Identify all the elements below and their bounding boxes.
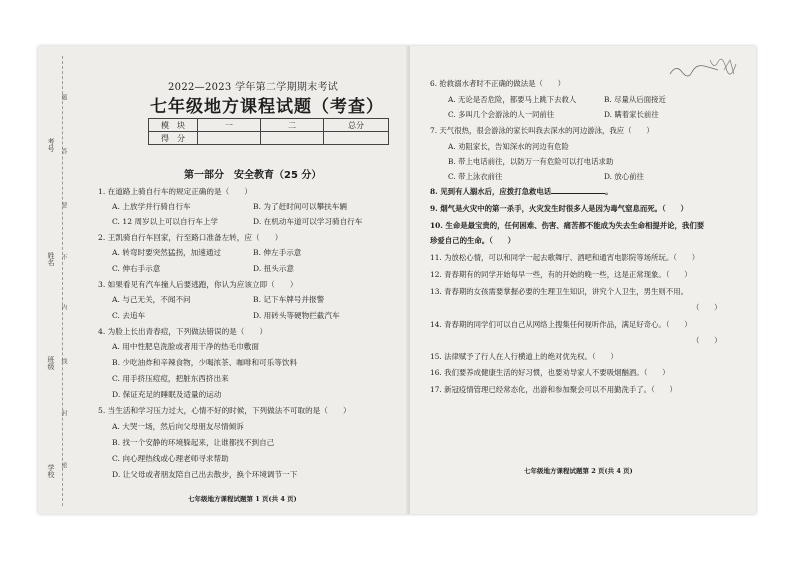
question-14-paren: （ ） [692, 336, 722, 345]
option-1c: C. 12 周岁以上可以自行车上学 [112, 217, 218, 226]
option-3b: B. 记下车牌号并报警 [253, 295, 325, 304]
option-6b: B. 尽量从后面接近 [604, 95, 666, 104]
name-label: 姓名 [47, 252, 55, 266]
option-7a: A. 劝阻家长，告知深水的河边有危险 [448, 142, 569, 151]
question-16: 16. 我们要养成健康生活的好习惯，也要劝导家人不要吸烟酗酒。（ ） [430, 368, 670, 377]
option-7c: C. 带上泳衣前往 [448, 172, 503, 181]
option-3d: D. 用砖头等硬物拦截汽车 [253, 311, 340, 320]
page-footer-2: 七年级地方课程试题第 2 页(共 4 页) [524, 467, 633, 475]
option-4c: C. 用手挤压痘痘，把脏东西挤出来 [112, 374, 229, 383]
score-header-total: 总分 [324, 119, 389, 132]
seal-mark: 密 [60, 462, 67, 468]
pen-scribble-icon [666, 52, 746, 88]
option-5b: B. 找一个安静的环境躲起来，让谁都找不到自己 [112, 438, 275, 447]
option-2b: B. 伸左手示意 [253, 248, 302, 257]
option-6c: C. 多叫几个会游泳的人一同前往 [448, 110, 555, 119]
seal-mark: 线 [60, 358, 67, 364]
question-8-suffix: 。 [605, 187, 613, 196]
option-7b: B. 带上电话前往，以防万一有危险可以打电话求助 [448, 157, 614, 166]
question-6: 6. 抢救溺水者时不正确的做法是（ ） [430, 79, 566, 88]
option-7d: D. 放心前往 [604, 172, 644, 181]
score-table [148, 118, 389, 145]
option-6a: A. 无论是否危险，都要马上跳下去救人 [448, 95, 577, 104]
option-4a: A. 用中性肥皂洗脸或者用干净的热毛巾敷面 [112, 342, 259, 351]
option-3a: A. 与己无关，不闻不问 [112, 295, 191, 304]
seal-line [62, 56, 63, 506]
section-title: 第一部分 安全教育（25 分） [184, 170, 322, 181]
score-cell[interactable] [261, 132, 324, 145]
question-8-text: 8. 见到有人溺水后，应拨打急救电话 [430, 187, 552, 196]
class-label: 班级 [47, 356, 55, 370]
option-4b: B. 少吃油炸和辛辣食物，少喝浓茶、咖啡和可乐等饮料 [112, 358, 298, 367]
question-4: 4. 为脸上长出青春痘，下列做法错误的是（ ） [98, 327, 268, 336]
score-row-label: 得 分 [149, 132, 198, 145]
question-1: 1. 在道路上骑自行车的规定正确的是（ ） [98, 187, 252, 196]
question-8 [430, 186, 613, 197]
option-5a: A. 大哭一场，然后向父母朋友尽情倾诉 [112, 422, 244, 431]
binding-strip [38, 46, 72, 514]
option-3c: C. 去追车 [112, 311, 146, 320]
question-13-paren: （ ） [692, 303, 722, 312]
option-1b: B. 为了赶时间可以攀扶车辆 [253, 202, 347, 211]
school-label: 学校 [47, 464, 55, 478]
question-17: 17. 新冠疫情管理已经常态化，出游和参加聚会可以不用勤洗手了。（ ） [430, 385, 677, 394]
question-10: 10. 生命是最宝贵的，任何困难、伤害、痛苦都不能成为失去生命相提并论，我们要 [430, 221, 705, 230]
score-header-part2: 二 [261, 119, 324, 132]
exam-no-label: 考号 [47, 138, 55, 152]
option-2d: D. 扭头示意 [253, 264, 295, 273]
option-1a: A. 上放学并行骑自行车 [112, 202, 191, 211]
seal-mark: 封 [60, 410, 67, 416]
answer-blank[interactable] [551, 186, 605, 194]
exam-sheet [38, 46, 756, 514]
score-cell[interactable] [198, 132, 261, 145]
score-cell[interactable] [324, 132, 389, 145]
option-1d: D. 在机动车道可以学习骑自行车 [253, 217, 363, 226]
option-5c: C. 向心理热线或心理老师寻求帮助 [112, 454, 229, 463]
question-13: 13. 青春期的女孩需要掌握必要的生理卫生知识，讲究个人卫生，男生则不用。 [430, 287, 688, 296]
question-5: 5. 当生活和学习压力过大，心情不好的时候，下列做法不可取的是（ ） [98, 406, 351, 415]
question-7: 7. 天气很热，很会游泳的家长叫我去深水的河边游泳，我应（ ） [430, 126, 654, 135]
question-10-cont: 珍爱自己的生命。（ ） [430, 236, 515, 245]
score-header-part1: 一 [198, 119, 261, 132]
option-6d: D. 瞒着家长前往 [604, 110, 659, 119]
exam-title: 七年级地方课程试题（考查） [150, 97, 384, 117]
left-page [38, 46, 410, 514]
option-2a: A. 转弯时要突然猛拐，加速通过 [112, 248, 222, 257]
exam-year: 2022—2023 学年第二学期期末考试 [168, 82, 339, 93]
option-2c: C. 伸右手示意 [112, 264, 161, 273]
question-12: 12. 青春期有的同学开始每早一些，有的开始的晚一些，这是正常现象。（ ） [430, 270, 692, 279]
question-14: 14. 青春期的同学们可以自己从网络上搜集任何视听作品，满足好奇心。（ ） [430, 320, 692, 329]
seal-mark: 内 [60, 304, 67, 310]
seal-mark: 答 [60, 148, 67, 154]
page-footer-1: 七年级地方课程试题第 1 页(共 4 页) [188, 495, 297, 503]
seal-mark: 要 [60, 202, 67, 208]
question-9: 9. 烟气是火灾中的第一杀手，火灾发生时很多人是因为毒气窒息而死。（ ） [430, 204, 688, 213]
question-3: 3. 如果看见有汽车撞人后要逃跑，你认为应该立即（ ） [98, 280, 298, 289]
option-5d: D. 让父母或者朋友陪自己出去散步，换个环境调节一下 [112, 470, 298, 479]
question-15: 15. 法律赋予了行人在人行横道上的绝对优先权。（ ） [430, 352, 618, 361]
option-4d: D. 保证充足的睡眠及适量的运动 [112, 390, 222, 399]
question-11: 11. 为放松心情，可以和同学一起去歌舞厅、酒吧和通宵电影院等场所玩。（ ） [430, 253, 700, 262]
seal-mark: 题 [60, 94, 67, 100]
question-2: 2. 王凯骑自行车回家，行至路口准备左转，应（ ） [98, 233, 283, 242]
score-header-module: 模 块 [149, 119, 198, 132]
seal-mark: 不 [60, 254, 67, 260]
